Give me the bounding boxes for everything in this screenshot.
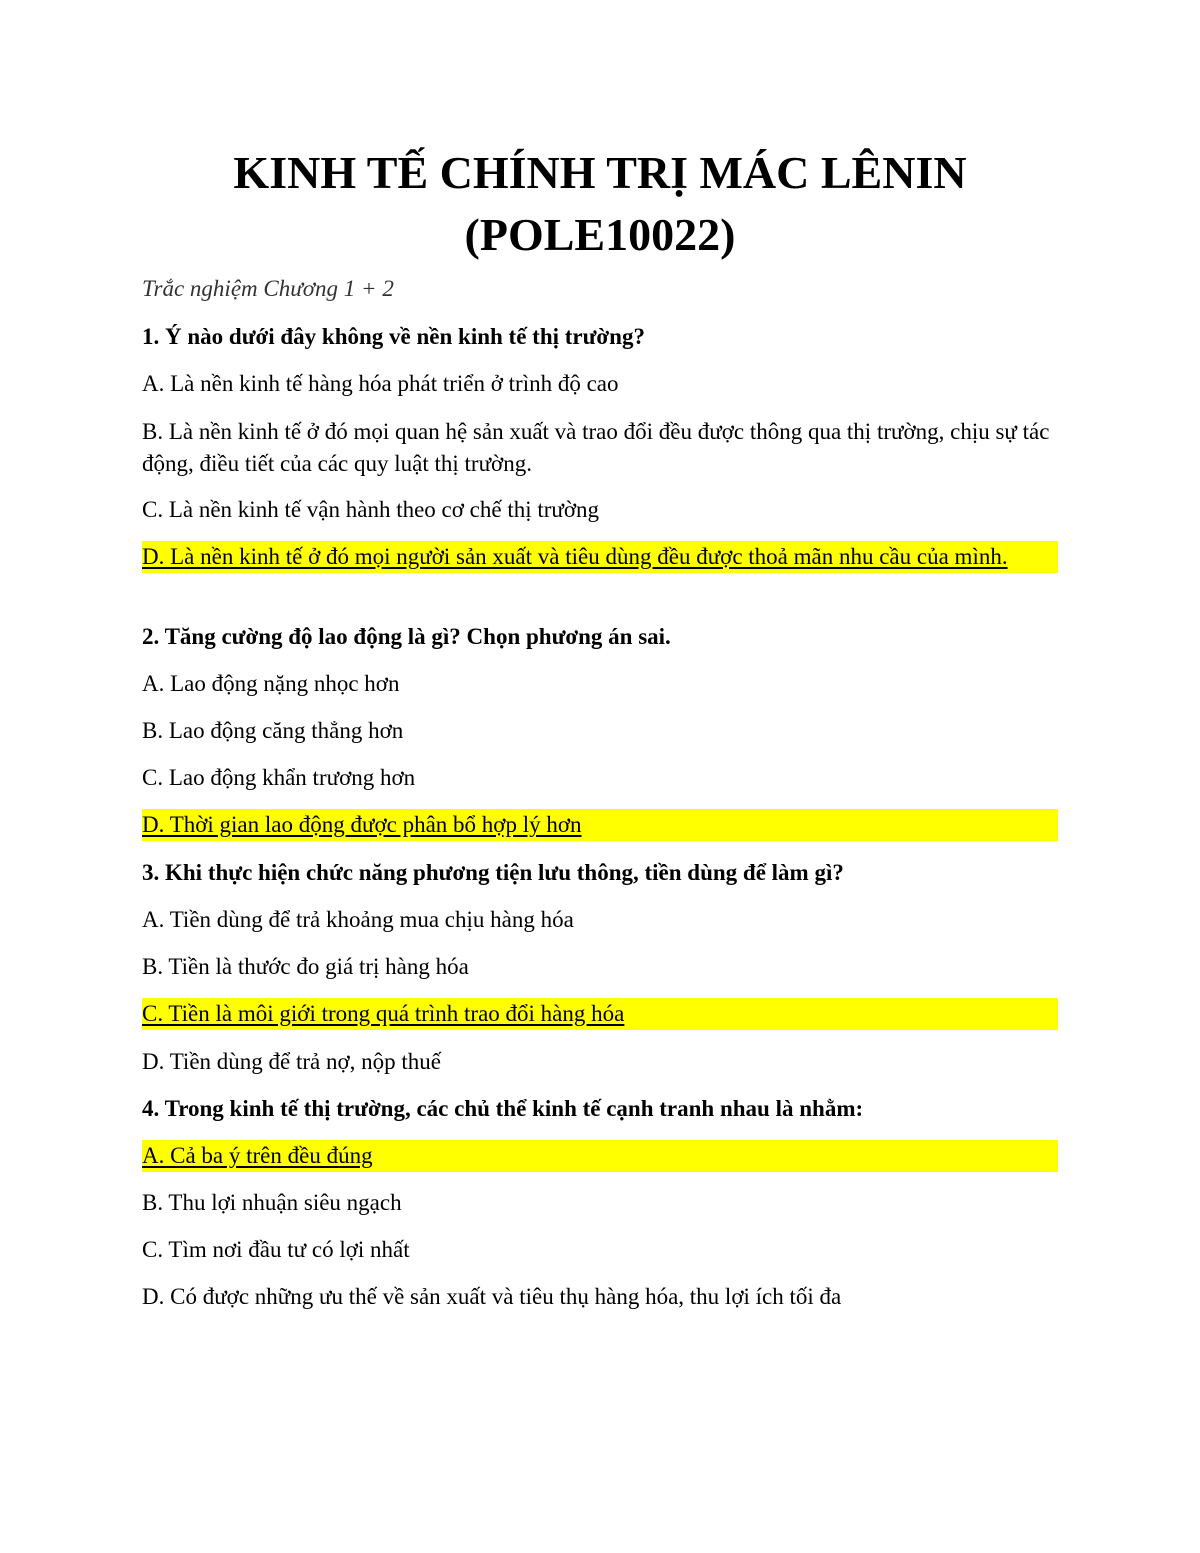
question-2-option-b: B. Lao động căng thẳng hơn — [142, 718, 404, 743]
question-4-option-d: D. Có được những ưu thế về sản xuất và tiêu thụ hàng hóa, thu lợi ích tối đa — [142, 1284, 842, 1309]
document-title: KINH TẾ CHÍNH TRỊ MÁC LÊNIN — [233, 147, 967, 198]
question-4-option-b: B. Thu lợi nhuận siêu ngạch — [142, 1190, 402, 1215]
highlighted-answer: C. Tiền là môi giới trong quá trình trao đổi hàng hóa — [142, 1001, 625, 1026]
question-3-option-d: D. Tiền dùng để trả nợ, nộp thuế — [142, 1049, 442, 1074]
question-2-option-a: A. Lao động nặng nhọc hơn — [142, 671, 400, 696]
document-subtitle: Trắc nghiệm Chương 1 + 2 — [142, 276, 394, 301]
question-1-option-a: A. Là nền kinh tế hàng hóa phát triển ở trình độ cao — [142, 371, 619, 396]
document-course-code: (POLE10022) — [464, 209, 736, 260]
question-4-option-a-highlighted — [142, 1140, 1058, 1172]
highlighted-answer: A. Cả ba ý trên đều đúng — [142, 1143, 373, 1168]
question-2: 2. Tăng cường độ lao động là gì? Chọn phương án sai. — [142, 624, 671, 649]
question-1-option-b: B. Là nền kinh tế ở đó mọi quan hệ sản xuất và trao đổi đều được thông qua thị trường, chịu sự tác động, điều tiết của các quy luật thị trường. — [142, 419, 1050, 476]
question-1: 1. Ý nào dưới đây không về nền kinh tế thị trường? — [142, 324, 645, 349]
highlighted-answer: D. Thời gian lao động được phân bổ hợp lý hơn — [142, 812, 582, 837]
question-4-option-c: C. Tìm nơi đầu tư có lợi nhất — [142, 1237, 410, 1262]
highlighted-answer: D. Là nền kinh tế ở đó mọi người sản xuất và tiêu dùng đều được thoả mãn nhu cầu của mình. — [142, 544, 1008, 569]
question-3: 3. Khi thực hiện chức năng phương tiện lưu thông, tiền dùng để làm gì? — [142, 860, 844, 885]
question-2-option-d-highlighted — [142, 809, 1058, 841]
question-3-option-a: A. Tiền dùng để trả khoảng mua chịu hàng hóa — [142, 907, 574, 932]
question-1-option-d-highlighted — [142, 541, 1058, 573]
question-4: 4. Trong kinh tế thị trường, các chủ thể kinh tế cạnh tranh nhau là nhằm: — [142, 1096, 864, 1121]
question-3-option-b: B. Tiền là thước đo giá trị hàng hóa — [142, 954, 469, 979]
question-1-option-c: C. Là nền kinh tế vận hành theo cơ chế thị trường — [142, 497, 600, 522]
question-3-option-c-highlighted — [142, 998, 1058, 1030]
question-2-option-c: C. Lao động khẩn trương hơn — [142, 765, 416, 790]
